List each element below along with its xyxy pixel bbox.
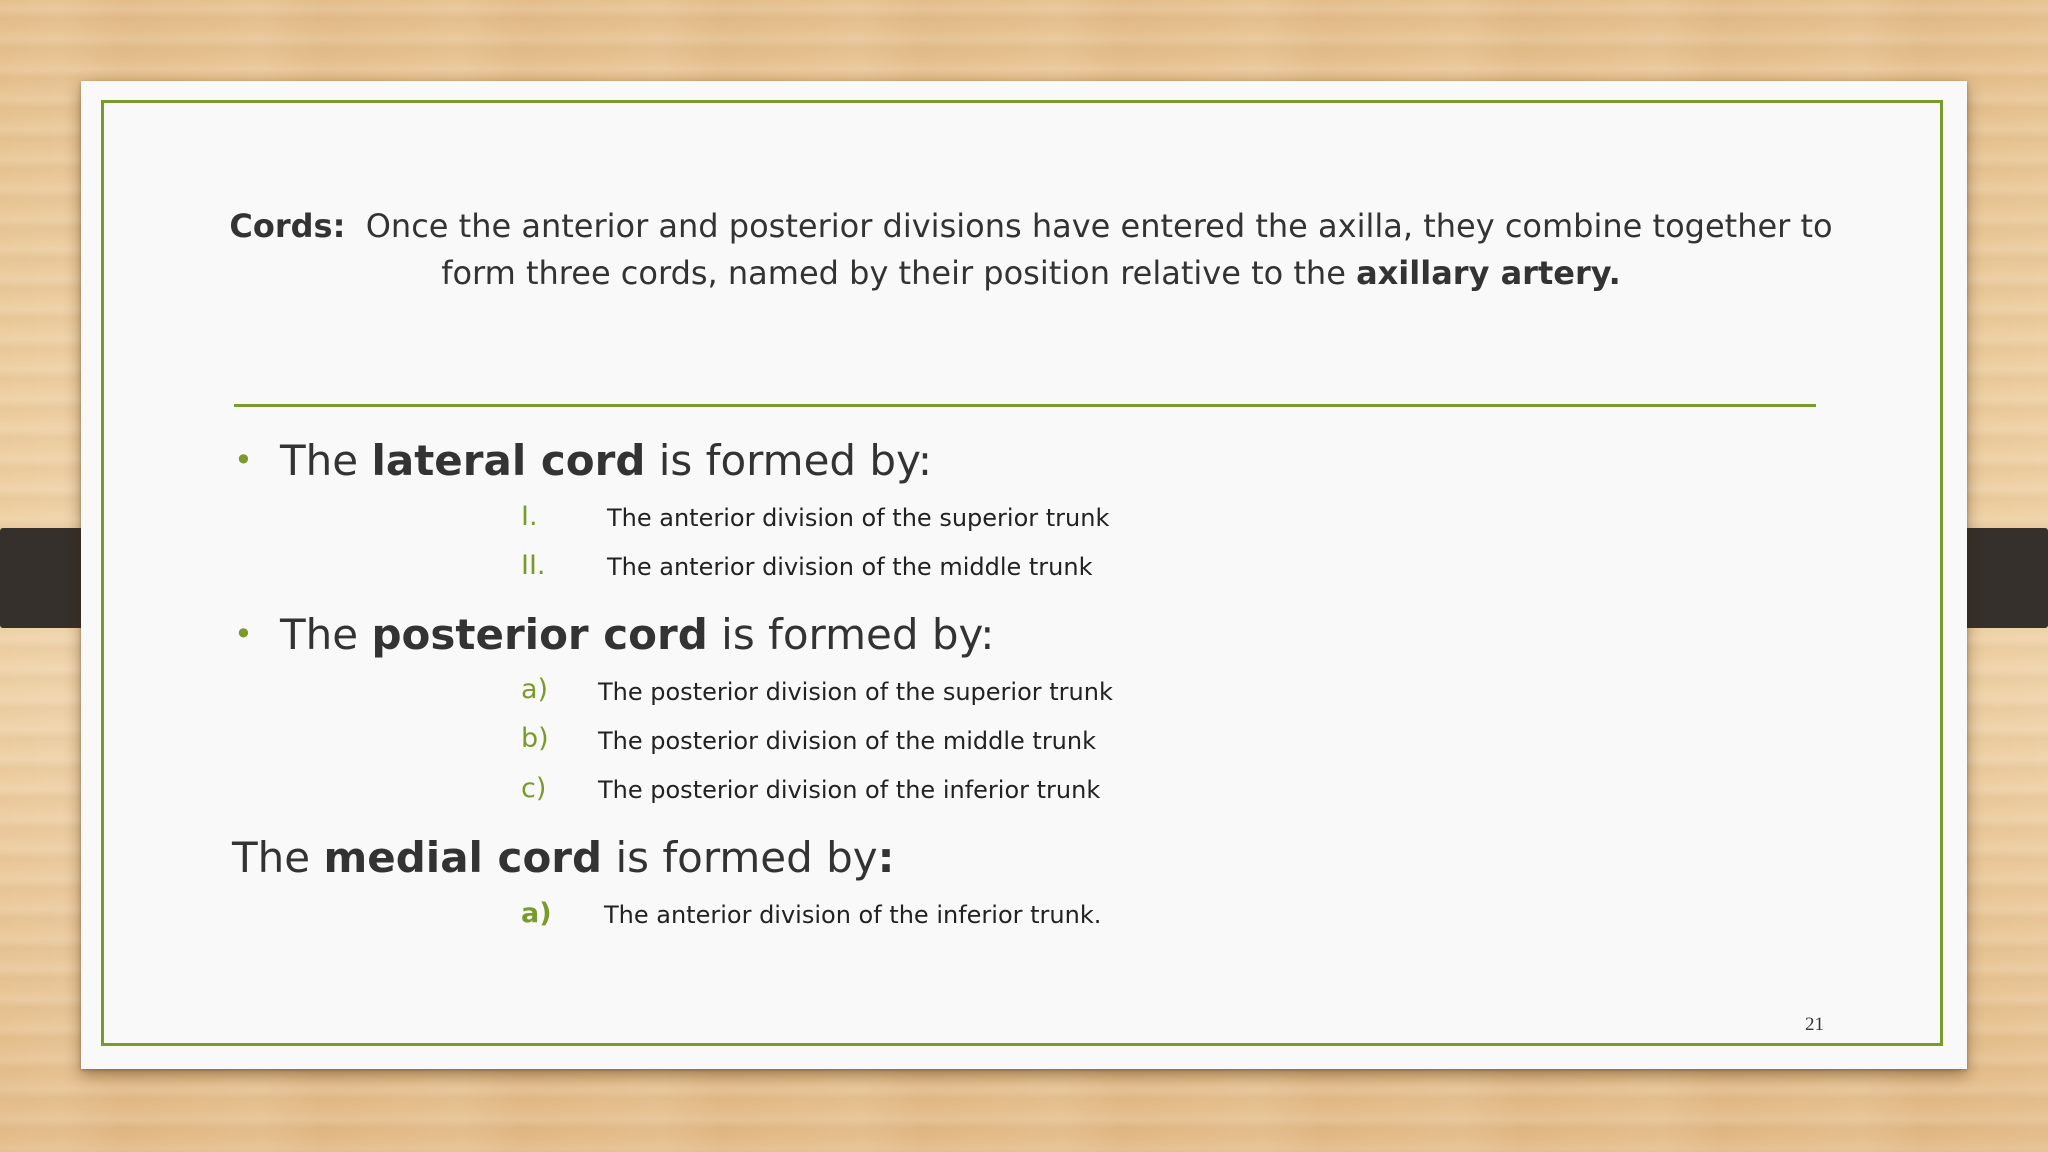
list-item: The anterior division of the middle trunk — [607, 553, 1093, 581]
list-item: The posterior division of the inferior trunk — [598, 776, 1101, 804]
list-marker: a) — [521, 898, 552, 929]
list-marker: I. — [521, 501, 538, 532]
heading-prefix: The — [232, 833, 311, 882]
title-divider — [234, 404, 1816, 407]
list-marker: a) — [521, 674, 549, 705]
bullet-icon: • — [234, 615, 253, 653]
lateral-cord-heading — [280, 436, 932, 486]
list-marker: b) — [521, 723, 549, 754]
page-number: 21 — [1805, 1014, 1824, 1035]
heading-prefix: The — [280, 610, 359, 659]
slide-paper — [81, 81, 1967, 1069]
heading-suffix: is formed by: — [658, 436, 933, 485]
heading-suffix: is formed by: — [721, 610, 995, 659]
heading-prefix: The — [280, 436, 359, 485]
posterior-cord-heading — [280, 610, 994, 660]
list-item: The posterior division of the middle trunk — [598, 727, 1096, 755]
heading-term: medial cord — [323, 833, 603, 882]
intro-emphasis: axillary artery. — [1356, 254, 1621, 292]
heading-colon: : — [877, 833, 895, 882]
list-item: The anterior division of the inferior trunk. — [604, 901, 1102, 929]
heading-term: posterior cord — [371, 610, 708, 659]
list-item: The anterior division of the superior trunk — [607, 504, 1110, 532]
list-item: The posterior division of the superior trunk — [598, 678, 1113, 706]
heading-suffix: is formed by — [615, 833, 878, 882]
intro-paragraph — [221, 203, 1841, 297]
list-marker: c) — [521, 773, 547, 804]
bullet-icon: • — [234, 441, 253, 479]
intro-text: Once the anterior and posterior divisions have entered the axilla, they combine together to form three cords, named by their position relative to the — [365, 207, 1833, 292]
list-marker: II. — [521, 550, 546, 581]
heading-term: lateral cord — [371, 436, 646, 485]
intro-label: Cords: — [229, 207, 346, 245]
medial-cord-heading — [232, 833, 894, 883]
